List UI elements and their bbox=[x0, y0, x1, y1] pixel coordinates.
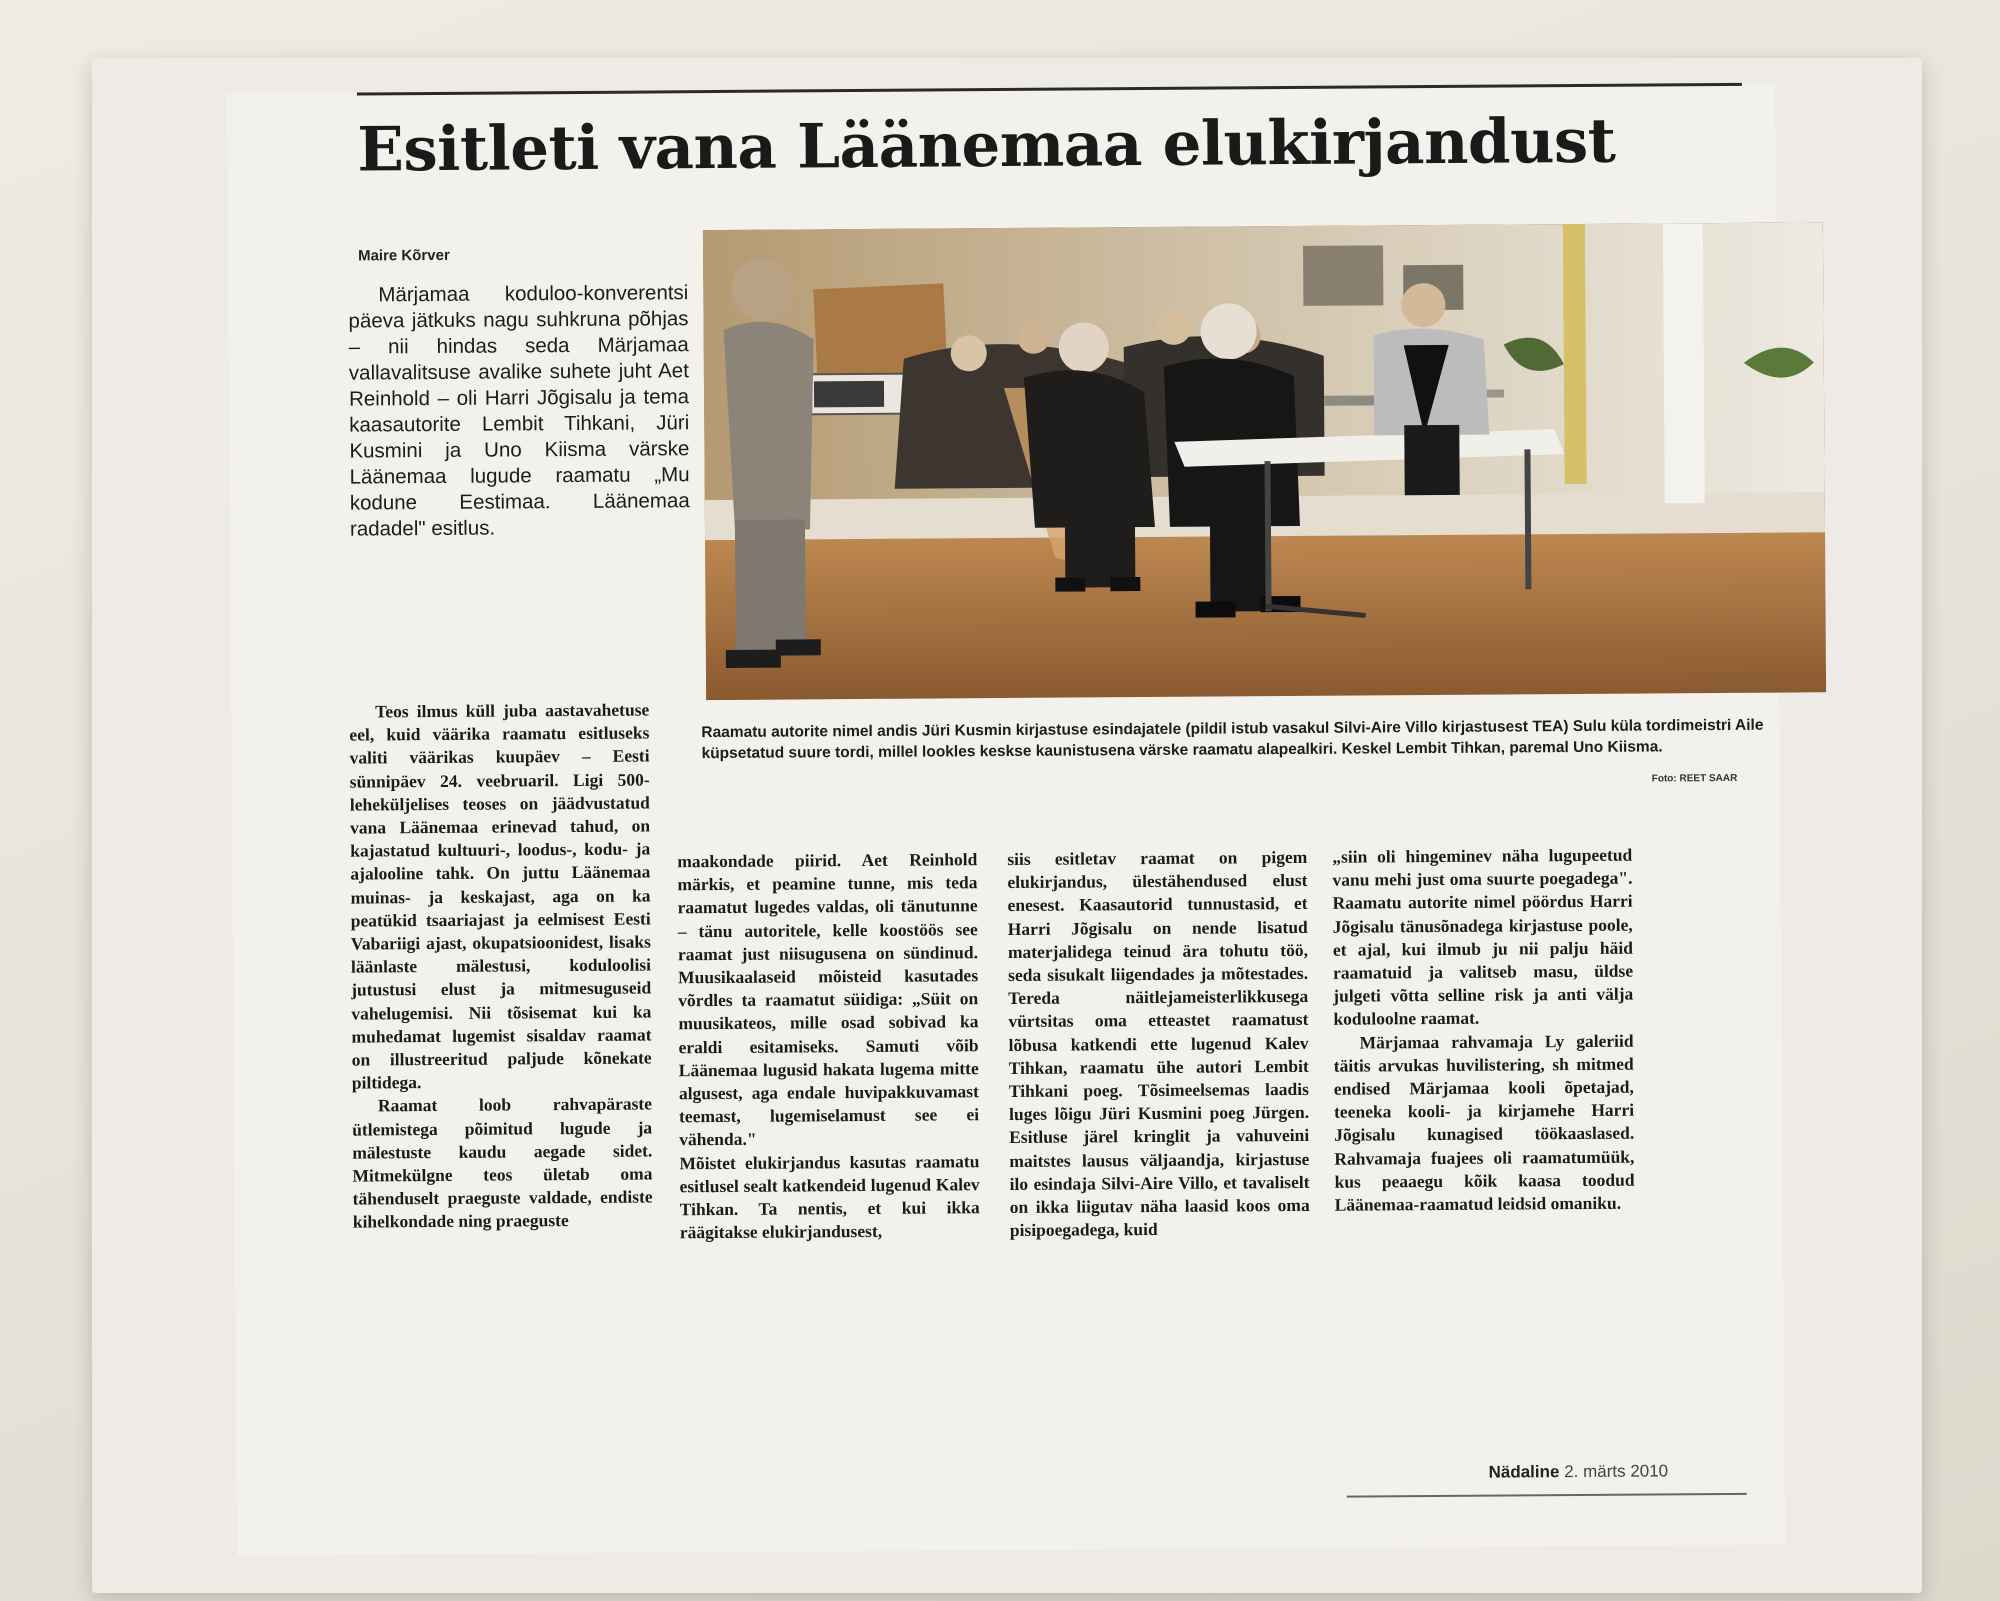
photo-caption: Raamatu autorite nimel andis Jüri Kusmin kirjastuse esindajatele (pildil istub vasakul Silvi-Aire Villo kirjastusest TEA) Sulu küla tordimeistri Aile küpsetatud suure tordi, millel lookles keskse kaunistusena värske raamatu alapealkiri. Keskel Lembit Tihkan, paremal Uno Kiisma. bbox=[701, 716, 1764, 763]
photo-credit: Foto: REET SAAR bbox=[1651, 772, 1738, 785]
newspaper-name: Nädaline bbox=[1488, 1462, 1560, 1482]
article-column-4 bbox=[1332, 844, 1635, 1217]
article-paragraph: Märjamaa rahvamaja Ly galeriid täitis arvukas huvilistering, sh mitmed endised Märjamaa kooli õpetajad, teeneka kooli- ja kirjamehe Harri Jõgisalu kunagised töökaaslased. Rahvamaja fuajees oli raamatumüük, kus peaaegu kõik kaasa toodud Läänemaa-raamatud leidsid omaniku. bbox=[1333, 1030, 1635, 1215]
article-headline: Esitleti vana Läänemaa elukirjandust bbox=[357, 105, 1616, 186]
article-paragraph: Mõistet elukirjandus kasutas raamatu esitlusel sealt katkendeid lugenud Kalev Tihkan. Ta nentis, et kui ikka räägitakse elukirjandusest, bbox=[679, 1150, 980, 1243]
newspaper-clipping bbox=[227, 83, 1785, 1556]
article-paragraph: „siin oli hingeminev näha lugupeetud vanu mehi just oma suurte poegadega". Raamatu autorite nimel pöördus Harri Jõgisalu tänusõnadega kirjastuse poole, et ajal, kui ilmub ju nii palju häid raamatuid ja valitseb masu, üldse julgeti võtta selline risk ja anti välja koduloolne raamat. bbox=[1332, 844, 1634, 1030]
article-paragraph: Teos ilmus küll juba aastavahetuse eel, kuid väärika raamatu esitluseks valiti väärikas kuupäev – Eesti sünnipäev 24. veebruaril. Ligi 500-leheküljelises teoses on jäädvustatud vana Läänemaa erinevad tahud, on kajastatud kultuuri-, loodus-, kodu- ja ajalooline tahk. On juttu Läänemaa muinas- ja keskajast, aga on ka peatükid tsaariajast ja eelmisest Eesti Vabariigi ajast, okupatsioonidest, lisaks läänlaste mälestusi, koduloolisi jutustusi elust ja mitmesuguseid vahelugemisi. Nii tõsisemat kui ka muhedamat lugemist sisaldav raamat on illustreeritud paljude kõnekate piltidega. bbox=[349, 699, 652, 1093]
footer-rule bbox=[1347, 1493, 1747, 1498]
article-paragraph: Raamat loob rahvapäraste ütlemistega põimitud lugude ja mälestuste kaudu aegade sidet. Mitmekülgne teos ületab oma tähenduselt praeguste valdade, endiste kihelkondade ning praeguste bbox=[352, 1093, 653, 1233]
article-lead: Märjamaa koduloo-konverentsi päeva jätkuks nagu suhkruna põhjas – nii hindas seda Märjamaa vallavalitsuse avalike suhete juht Aet Reinhold – oli Harri Jõgisalu ja tema kaasautorite Lembit Tihkani, Jüri Kusmini ja Uno Kiisma värske Läänemaa lugude raamatu „Mu kodune Eestimaa. Läänemaa radadel" esitlus. bbox=[348, 281, 690, 541]
article-photo bbox=[703, 222, 1826, 700]
publication-footer bbox=[1489, 1461, 1669, 1482]
article-column-1 bbox=[349, 698, 653, 1234]
article-byline: Maire Kõrver bbox=[357, 246, 450, 265]
article-paragraph: maakondade piirid. Aet Reinhold märkis, et peamine tunne, mis teda raamatut lugedes valdas, oli tänutunne – tänu autoritele, kelle koostöös see raamat just niisugusena on sündinud. Muusikaalaseid mõisteid kasutades võrdles ta raamatut süidiga: „Süit on muusikateos, mille osad sobivad ka eraldi esitamiseks. Samuti võib Läänemaa lugusid hakata lugema mitte algusest, aga endale huvipakkuvamast teemast, lugemiselamust see ei vähenda." bbox=[677, 849, 980, 1150]
publication-date: 2. märts 2010 bbox=[1564, 1461, 1669, 1482]
article-column-3 bbox=[1007, 846, 1310, 1243]
article-paragraph: siis esitletav raamat on pigem elukirjandus, ülestähendused elust enesest. Kaasautorid tunnustasid, et Harri Jõgisalu on nende lisatud materjalidega teinud ära tohutu töö, seda sisukalt liigendades ja mõtestades. Tereda näitlejameisterlikkusega vürtsitas oma etteastet raamatust lõbusa katkendi ette lugenud Kalev Tihkan, raamatu ühe autori Lembit Tihkani poeg. Tõsimeelsemas laadis luges lõigu Jüri Kusmini poeg Jürgen. Esitluse järel kringlit ja vahuveini maitstes lausus väljaandja, kirjastuse ilo esindaja Silvi-Aire Villo, et tavaliselt on ikka liigutav näha laasid koos oma pisipoegadega, kuid bbox=[1007, 846, 1310, 1241]
article-column-2 bbox=[677, 848, 980, 1245]
